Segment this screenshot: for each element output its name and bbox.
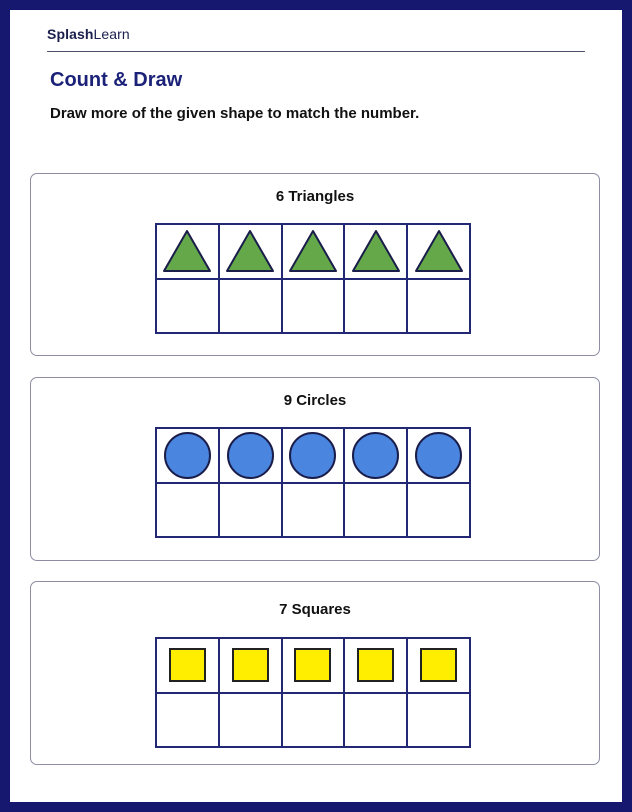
ten-frame-grid [155,223,471,334]
grid-cell-empty[interactable] [408,280,471,335]
circle-shape [164,432,211,479]
triangle-shape [162,229,212,273]
grid-cell-filled [220,639,283,694]
grid-cell-empty[interactable] [345,694,408,749]
grid-cell-filled [157,225,220,280]
grid-cell-filled [345,639,408,694]
grid-cell-empty[interactable] [408,484,471,539]
grid-cell-filled [408,225,471,280]
grid-cell-empty[interactable] [220,280,283,335]
grid-cell-filled [157,429,220,484]
grid-cell-filled [220,429,283,484]
grid-cell-empty[interactable] [220,484,283,539]
square-shape [357,648,394,682]
worksheet-instruction: Draw more of the given shape to match the number. [50,105,420,122]
problem-label: 7 Squares [279,601,351,618]
triangle-shape [225,229,275,273]
square-shape [420,648,457,682]
circle-shape [289,432,336,479]
ten-frame-grid [155,637,471,748]
grid-cell-filled [283,639,346,694]
grid-cell-empty[interactable] [283,484,346,539]
triangle-shape [288,229,338,273]
grid-cell-filled [220,225,283,280]
grid-cell-filled [157,639,220,694]
grid-cell-empty[interactable] [283,694,346,749]
worksheet-title: Count & Draw [50,69,183,91]
circle-shape [352,432,399,479]
problem-card-circles [30,377,600,561]
grid-cell-empty[interactable] [345,484,408,539]
problem-card-triangles [30,173,600,356]
logo-text-regular: Learn [93,26,130,42]
grid-cell-filled [345,225,408,280]
circle-shape [227,432,274,479]
grid-cell-filled [283,429,346,484]
triangle-shape [414,229,464,273]
circle-shape [415,432,462,479]
grid-cell-empty[interactable] [283,280,346,335]
splashlearn-logo [47,26,130,42]
grid-cell-empty[interactable] [157,694,220,749]
triangle-shape [351,229,401,273]
grid-cell-empty[interactable] [157,484,220,539]
grid-cell-filled [283,225,346,280]
header-divider [47,51,585,52]
problem-card-squares [30,581,600,765]
worksheet-page [10,10,622,802]
square-shape [294,648,331,682]
grid-cell-filled [408,639,471,694]
grid-cell-empty[interactable] [408,694,471,749]
grid-cell-filled [345,429,408,484]
square-shape [232,648,269,682]
problem-label: 6 Triangles [275,188,355,205]
logo-text-bold: Splash [47,26,94,42]
grid-cell-filled [408,429,471,484]
grid-cell-empty[interactable] [220,694,283,749]
square-shape [169,648,206,682]
problem-label: 9 Circles [283,392,347,409]
ten-frame-grid [155,427,471,538]
grid-cell-empty[interactable] [345,280,408,335]
grid-cell-empty[interactable] [157,280,220,335]
